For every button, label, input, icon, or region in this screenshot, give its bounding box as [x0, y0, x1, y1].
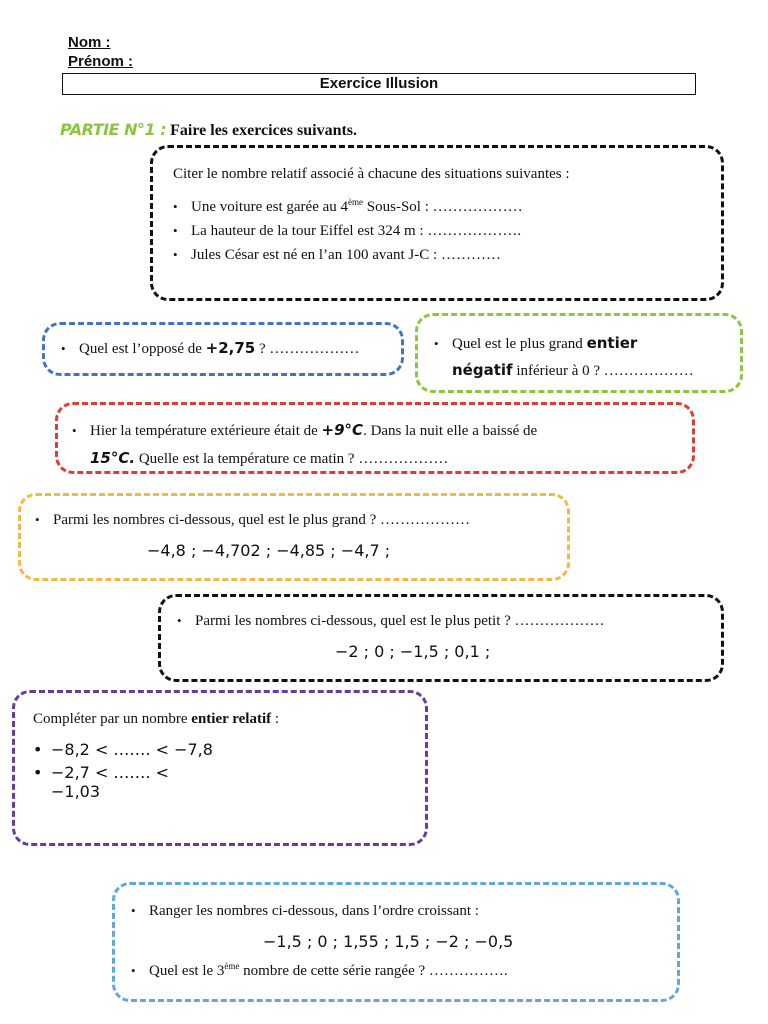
box5-question: • Parmi les nombres ci-dessous, quel est le plus grand ? ……………… [35, 512, 567, 529]
exercise-box-temperature [55, 402, 695, 474]
box8-question-2: • Quel est le 3ème nombre de cette série rangée ? ……………. [131, 961, 677, 980]
box1-item-1: • Une voiture est garée au 4ème Sous-Sol : ……………… [173, 197, 721, 216]
box7-line-2: • −2,7 < ……. < [33, 763, 170, 782]
box4-question: • Hier la température extérieure était de +9°C. Dans la nuit elle a baissé de [72, 417, 692, 445]
exercise-box-order [112, 882, 680, 1002]
exercise-box-greatest [18, 493, 570, 581]
nom-label: Nom : [68, 34, 111, 51]
partie-label: PARTIE N°1 : [60, 120, 167, 139]
box4-question-cont: 15°C. Quelle est la température ce matin ? ……………… [90, 449, 449, 467]
box1-intro: Citer le nombre relatif associé à chacune des situations suivantes : [173, 166, 570, 182]
exercise-title: Exercice Illusion [62, 73, 696, 95]
exercise-box-relative-numbers [150, 145, 724, 301]
box7-line-1: • −8,2 < ……. < −7,8 [33, 740, 213, 759]
box1-item-3: • Jules César est né en l’an 100 avant J-C : ………… [173, 247, 721, 264]
exercise-box-smallest [158, 594, 724, 682]
box3-question: • Quel est le plus grand entier [434, 330, 740, 357]
box7-line-2-cont: −1,03 [51, 782, 101, 801]
box2-question: • Quel est l’opposé de +2,75 ? ……………… [61, 339, 401, 358]
box6-numbers: −2 ; 0 ; −1,5 ; 0,1 ; [335, 642, 491, 661]
exercise-box-greatest-negative [415, 313, 743, 393]
box1-item-2: • La hauteur de la tour Eiffel est 324 m : ………………. [173, 223, 721, 240]
partie-heading [60, 120, 357, 140]
exercise-box-opposite [42, 322, 404, 376]
exercise-box-complete [12, 690, 428, 846]
box8-numbers: −1,5 ; 0 ; 1,55 ; 1,5 ; −2 ; −0,5 [263, 932, 514, 951]
box6-question: • Parmi les nombres ci-dessous, quel est le plus petit ? ……………… [177, 613, 721, 630]
prenom-label: Prénom : [68, 53, 134, 70]
box8-question-1: • Ranger les nombres ci-dessous, dans l’ordre croissant : [131, 903, 677, 920]
box3-question-cont: négatif inférieur à 0 ? ……………… [452, 361, 694, 379]
partie-instruction: Faire les exercices suivants. [170, 122, 358, 139]
box7-intro: Compléter par un nombre entier relatif : [33, 711, 280, 727]
box5-numbers: −4,8 ; −4,702 ; −4,85 ; −4,7 ; [147, 541, 391, 560]
